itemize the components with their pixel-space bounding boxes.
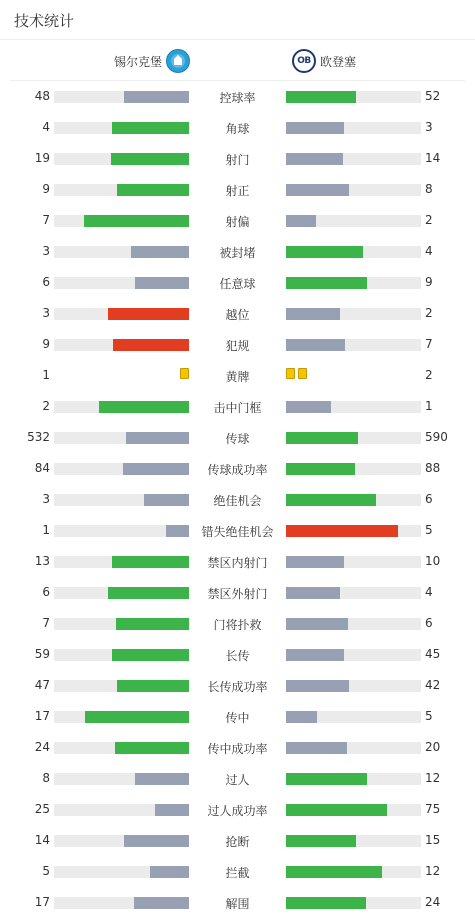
home-stat-value: 6 <box>42 275 50 289</box>
home-stat-bar <box>144 494 189 506</box>
stat-row <box>0 81 475 112</box>
header-bar <box>0 0 475 40</box>
home-stat-value: 47 <box>34 678 50 692</box>
home-stat-bar-track <box>54 91 189 103</box>
home-stat-bar-track <box>54 587 189 599</box>
away-stat-value: 1 <box>425 399 433 413</box>
home-stat-value: 17 <box>34 895 50 909</box>
away-stat-value: 7 <box>425 337 433 351</box>
away-stat-bar <box>286 742 347 754</box>
away-stat-bar-track <box>286 463 421 475</box>
away-stat-bar <box>286 463 355 475</box>
home-stat-bar-track <box>54 804 189 816</box>
stat-label: 角球 <box>225 122 250 136</box>
stat-label: 禁区外射门 <box>207 587 268 601</box>
away-stat-bar-track <box>286 246 421 258</box>
away-stat-value: 590 <box>425 430 448 444</box>
away-stat-value: 52 <box>425 89 441 103</box>
stat-row <box>0 236 475 267</box>
home-stat-bar-track <box>54 122 189 134</box>
home-stat-bar <box>135 277 189 289</box>
stat-label: 长传 <box>225 649 250 663</box>
home-stat-bar <box>131 246 189 258</box>
home-stat-bar <box>135 773 189 785</box>
away-stat-bar-track <box>286 680 421 692</box>
stat-row <box>0 391 475 422</box>
stat-row <box>0 670 475 701</box>
stat-row <box>0 608 475 639</box>
home-stat-bar <box>113 339 189 351</box>
away-stat-bar <box>286 804 387 816</box>
away-stat-bar-track <box>286 432 421 444</box>
home-stat-bar-track <box>54 153 189 165</box>
stat-label: 长传成功率 <box>207 680 268 694</box>
away-stat-bar <box>286 680 349 692</box>
home-team-name: 锡尔克堡 <box>113 54 162 69</box>
away-stat-bar-track <box>286 525 421 537</box>
home-stat-bar <box>155 804 189 816</box>
away-stat-bar <box>286 277 367 289</box>
away-stat-value: 3 <box>425 120 433 134</box>
home-stat-value: 4 <box>42 120 50 134</box>
home-stat-bar <box>117 680 189 692</box>
away-stat-bar-track <box>286 91 421 103</box>
away-stat-value: 4 <box>425 244 433 258</box>
stat-row <box>0 174 475 205</box>
home-stat-bar-track <box>54 649 189 661</box>
stat-row <box>0 143 475 174</box>
away-stat-bar-track <box>286 401 421 413</box>
home-stat-bar-track <box>54 246 189 258</box>
away-stat-bar <box>286 339 345 351</box>
away-stat-value: 42 <box>425 678 441 692</box>
away-stat-bar <box>286 556 344 568</box>
away-stat-bar-track <box>286 277 421 289</box>
home-stat-bar-track <box>54 711 189 723</box>
away-stat-bar <box>286 587 340 599</box>
away-stat-bar-track <box>286 556 421 568</box>
stat-row <box>0 298 475 329</box>
stat-row <box>0 205 475 236</box>
stat-row <box>0 577 475 608</box>
away-stat-bar <box>286 494 376 506</box>
home-stat-value: 5 <box>42 864 50 878</box>
home-stat-bar <box>112 122 189 134</box>
away-stat-bar-track <box>286 153 421 165</box>
home-stat-bar-track <box>54 184 189 196</box>
home-stat-bar-track <box>54 866 189 878</box>
away-stat-bar <box>286 91 356 103</box>
stat-row <box>0 267 475 298</box>
home-stat-bar <box>112 649 189 661</box>
away-stat-bar-track <box>286 215 421 227</box>
home-stat-bar-track <box>54 897 189 909</box>
home-stat-bar-track <box>54 463 189 475</box>
home-stat-value: 84 <box>34 461 50 475</box>
away-stat-value: 10 <box>425 554 441 568</box>
stats-list <box>0 81 475 918</box>
away-stat-bar <box>286 215 316 227</box>
away-stat-value: 4 <box>425 585 433 599</box>
stat-row <box>0 856 475 887</box>
away-stat-bar-track <box>286 804 421 816</box>
home-stat-bar <box>166 525 189 537</box>
stat-label: 禁区内射门 <box>207 556 268 570</box>
home-stat-bar-track <box>54 680 189 692</box>
away-stat-bar <box>286 401 331 413</box>
away-stat-value: 6 <box>425 492 433 506</box>
stat-label: 传中成功率 <box>207 742 268 756</box>
home-stat-bar-track <box>54 215 189 227</box>
home-stat-value: 532 <box>27 430 50 444</box>
home-stat-bar-track <box>54 618 189 630</box>
stat-label: 过人成功率 <box>207 804 268 818</box>
home-stat-value: 9 <box>42 182 50 196</box>
away-stat-bar <box>286 153 343 165</box>
away-stat-bar-track <box>286 587 421 599</box>
stat-label: 射正 <box>225 184 250 198</box>
home-stat-bar <box>123 463 189 475</box>
away-stat-value: 12 <box>425 771 441 785</box>
home-stat-value: 14 <box>34 833 50 847</box>
home-stat-bar <box>111 153 189 165</box>
stat-label: 越位 <box>225 308 250 322</box>
stat-row <box>0 112 475 143</box>
stat-label: 拦截 <box>225 866 250 880</box>
away-stat-bar <box>286 122 344 134</box>
home-stat-value: 6 <box>42 585 50 599</box>
stat-row <box>0 484 475 515</box>
home-stat-bar-track <box>54 277 189 289</box>
away-stat-bar-track <box>286 866 421 878</box>
stat-label: 击中门框 <box>213 401 262 415</box>
stat-label: 抢断 <box>225 835 250 849</box>
away-stat-bar <box>286 649 344 661</box>
home-yellow-cards <box>180 368 189 379</box>
stat-label: 门将扑救 <box>213 618 262 632</box>
home-stat-bar-track <box>54 494 189 506</box>
away-stat-value: 5 <box>425 523 433 537</box>
yellow-card-icon <box>286 368 295 379</box>
away-stat-bar-track <box>286 711 421 723</box>
home-stat-bar <box>117 184 189 196</box>
away-stat-value: 15 <box>425 833 441 847</box>
stat-row <box>0 546 475 577</box>
stat-row <box>0 453 475 484</box>
away-stat-value: 45 <box>425 647 441 661</box>
away-stat-value: 24 <box>425 895 441 909</box>
stat-label: 传球 <box>225 432 250 446</box>
away-team-logo-text: OB <box>297 56 311 66</box>
away-stat-value: 9 <box>425 275 433 289</box>
home-team-logo-icon <box>166 49 190 73</box>
away-team-name: 欧登塞 <box>320 54 357 69</box>
stat-row <box>0 515 475 546</box>
home-stat-bar <box>124 91 189 103</box>
stat-label: 传球成功率 <box>207 463 268 477</box>
away-stat-bar <box>286 866 382 878</box>
home-stat-bar-track <box>54 432 189 444</box>
stat-label: 错失绝佳机会 <box>201 525 274 539</box>
away-stat-value: 2 <box>425 306 433 320</box>
home-stat-bar <box>84 215 189 227</box>
away-stat-value: 2 <box>425 368 433 382</box>
away-yellow-cards <box>286 368 307 379</box>
home-stat-value: 59 <box>34 647 50 661</box>
away-stat-bar <box>286 897 366 909</box>
away-stat-bar-track <box>286 122 421 134</box>
home-stat-value: 9 <box>42 337 50 351</box>
home-stat-bar-track <box>54 556 189 568</box>
stat-label: 射门 <box>225 153 250 167</box>
home-stat-bar <box>108 587 189 599</box>
away-stat-bar <box>286 711 317 723</box>
away-stat-value: 14 <box>425 151 441 165</box>
home-stat-bar-track <box>54 308 189 320</box>
home-stat-bar-track <box>54 401 189 413</box>
stat-row <box>0 329 475 360</box>
home-stat-value: 2 <box>42 399 50 413</box>
home-stat-bar <box>116 618 189 630</box>
stat-label: 黄牌 <box>225 370 250 384</box>
away-stat-bar <box>286 432 358 444</box>
stat-label: 被封堵 <box>219 246 256 260</box>
stat-label: 控球率 <box>219 91 256 105</box>
away-stat-value: 5 <box>425 709 433 723</box>
home-stat-bar-track <box>54 742 189 754</box>
home-stat-value: 7 <box>42 616 50 630</box>
away-team[interactable] <box>292 49 356 73</box>
home-stat-value: 48 <box>34 89 50 103</box>
home-team[interactable] <box>114 49 190 73</box>
teams-header <box>10 41 465 81</box>
away-stat-bar <box>286 308 340 320</box>
home-stat-bar <box>108 308 189 320</box>
yellow-card-icon <box>180 368 189 379</box>
stat-label: 绝佳机会 <box>213 494 262 508</box>
home-stat-bar <box>115 742 189 754</box>
away-stat-bar-track <box>286 742 421 754</box>
away-stat-bar <box>286 773 367 785</box>
stat-row <box>0 732 475 763</box>
away-stat-bar-track <box>286 618 421 630</box>
home-stat-bar <box>112 556 189 568</box>
stat-label: 解围 <box>225 897 250 911</box>
home-stat-value: 17 <box>34 709 50 723</box>
home-stat-bar-track <box>54 525 189 537</box>
home-stat-bar <box>124 835 189 847</box>
away-stat-value: 6 <box>425 616 433 630</box>
stat-row <box>0 887 475 918</box>
home-stat-value: 25 <box>34 802 50 816</box>
home-stat-bar <box>99 401 189 413</box>
home-stat-value: 3 <box>42 244 50 258</box>
away-stat-value: 8 <box>425 182 433 196</box>
stat-label: 射偏 <box>225 215 250 229</box>
yellow-card-icon <box>298 368 307 379</box>
away-stat-bar <box>286 525 398 537</box>
away-stat-bar <box>286 618 348 630</box>
away-stat-value: 12 <box>425 864 441 878</box>
away-stat-value: 2 <box>425 213 433 227</box>
home-stat-value: 7 <box>42 213 50 227</box>
away-stat-bar <box>286 184 349 196</box>
home-stat-value: 1 <box>42 368 50 382</box>
away-stat-value: 20 <box>425 740 441 754</box>
away-stat-bar-track <box>286 308 421 320</box>
stat-label: 传中 <box>225 711 250 725</box>
home-stat-value: 19 <box>34 151 50 165</box>
stat-row <box>0 639 475 670</box>
home-stat-value: 24 <box>34 740 50 754</box>
stat-row <box>0 422 475 453</box>
away-stat-bar <box>286 246 363 258</box>
home-stat-bar-track <box>54 835 189 847</box>
away-stat-bar-track <box>286 494 421 506</box>
stat-label: 过人 <box>225 773 250 787</box>
away-team-logo-icon <box>292 49 316 73</box>
home-stat-value: 3 <box>42 306 50 320</box>
home-stat-bar <box>150 866 189 878</box>
stat-row <box>0 794 475 825</box>
stat-row <box>0 825 475 856</box>
stat-row <box>0 763 475 794</box>
stat-row <box>0 360 475 391</box>
stat-label: 犯规 <box>225 339 250 353</box>
home-stat-value: 8 <box>42 771 50 785</box>
home-stat-value: 13 <box>34 554 50 568</box>
home-stat-bar-track <box>54 339 189 351</box>
away-stat-bar-track <box>286 184 421 196</box>
away-stat-bar <box>286 835 356 847</box>
away-stat-bar-track <box>286 649 421 661</box>
away-stat-value: 88 <box>425 461 441 475</box>
stat-row <box>0 701 475 732</box>
home-stat-bar <box>126 432 189 444</box>
home-stat-value: 1 <box>42 523 50 537</box>
away-stat-bar-track <box>286 835 421 847</box>
page-title: 技术统计 <box>14 12 75 30</box>
away-stat-value: 75 <box>425 802 441 816</box>
stat-label: 任意球 <box>219 277 256 291</box>
away-stat-bar-track <box>286 773 421 785</box>
home-stat-bar <box>85 711 189 723</box>
home-stat-bar <box>134 897 189 909</box>
home-stat-value: 3 <box>42 492 50 506</box>
away-stat-bar-track <box>286 339 421 351</box>
away-stat-bar-track <box>286 897 421 909</box>
home-stat-bar-track <box>54 773 189 785</box>
